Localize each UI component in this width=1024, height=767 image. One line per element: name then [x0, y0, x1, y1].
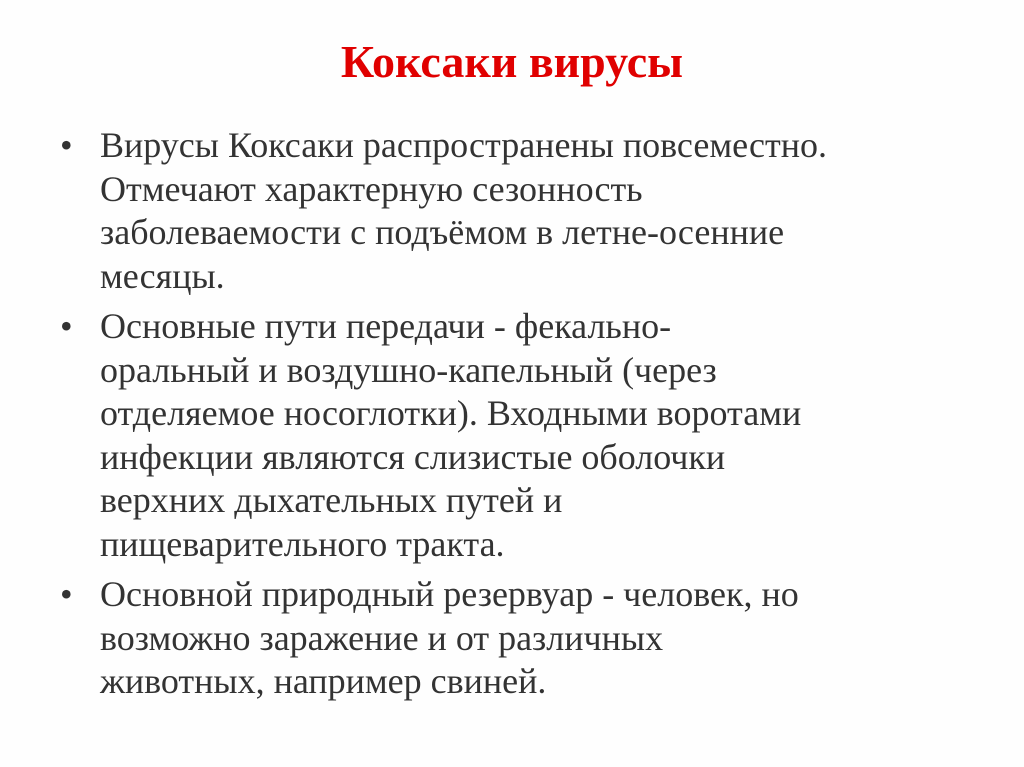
bullet-2-line-4: инфекции являются слизистые оболочки [100, 436, 726, 477]
bullet-2-line-3: отделяемое носоглотки). Входными воротами [100, 393, 802, 433]
bullet-2-line-2: оральный и воздушно-капельный (через [100, 349, 717, 390]
bullet-3-line-3: животных, например свиней. [100, 661, 547, 701]
bullet-2-line-5: верхних дыхательных путей и [100, 480, 563, 520]
bullet-marker: • [60, 125, 73, 165]
bullet-3-line-2: возможно заражение и от различных [100, 617, 664, 658]
bullet-item-3 [60, 573, 960, 704]
bullet-2-line-6: пищеварительного тракта. [100, 523, 505, 564]
bullet-item-2 [60, 305, 960, 566]
bullet-2-line-1: Основные пути передачи - фекально- [100, 306, 672, 346]
bullet-3-line-1: Основной природный резервуар - человек, но [100, 574, 799, 614]
slide-title: Коксаки вирусы [340, 36, 684, 87]
bullet-1-line-3: заболеваемости с подъёмом в летне-осенние [100, 212, 785, 252]
bullet-list [60, 124, 960, 711]
bullet-1-line-1: Вирусы Коксаки распространены повсеместно. [100, 125, 827, 165]
bullet-marker: • [60, 306, 73, 346]
bullet-item-1 [60, 124, 960, 298]
bullet-1-line-4: месяцы. [100, 255, 225, 296]
bullet-1-line-2: Отмечают характерную сезонность [100, 168, 643, 209]
bullet-marker: • [60, 574, 73, 614]
